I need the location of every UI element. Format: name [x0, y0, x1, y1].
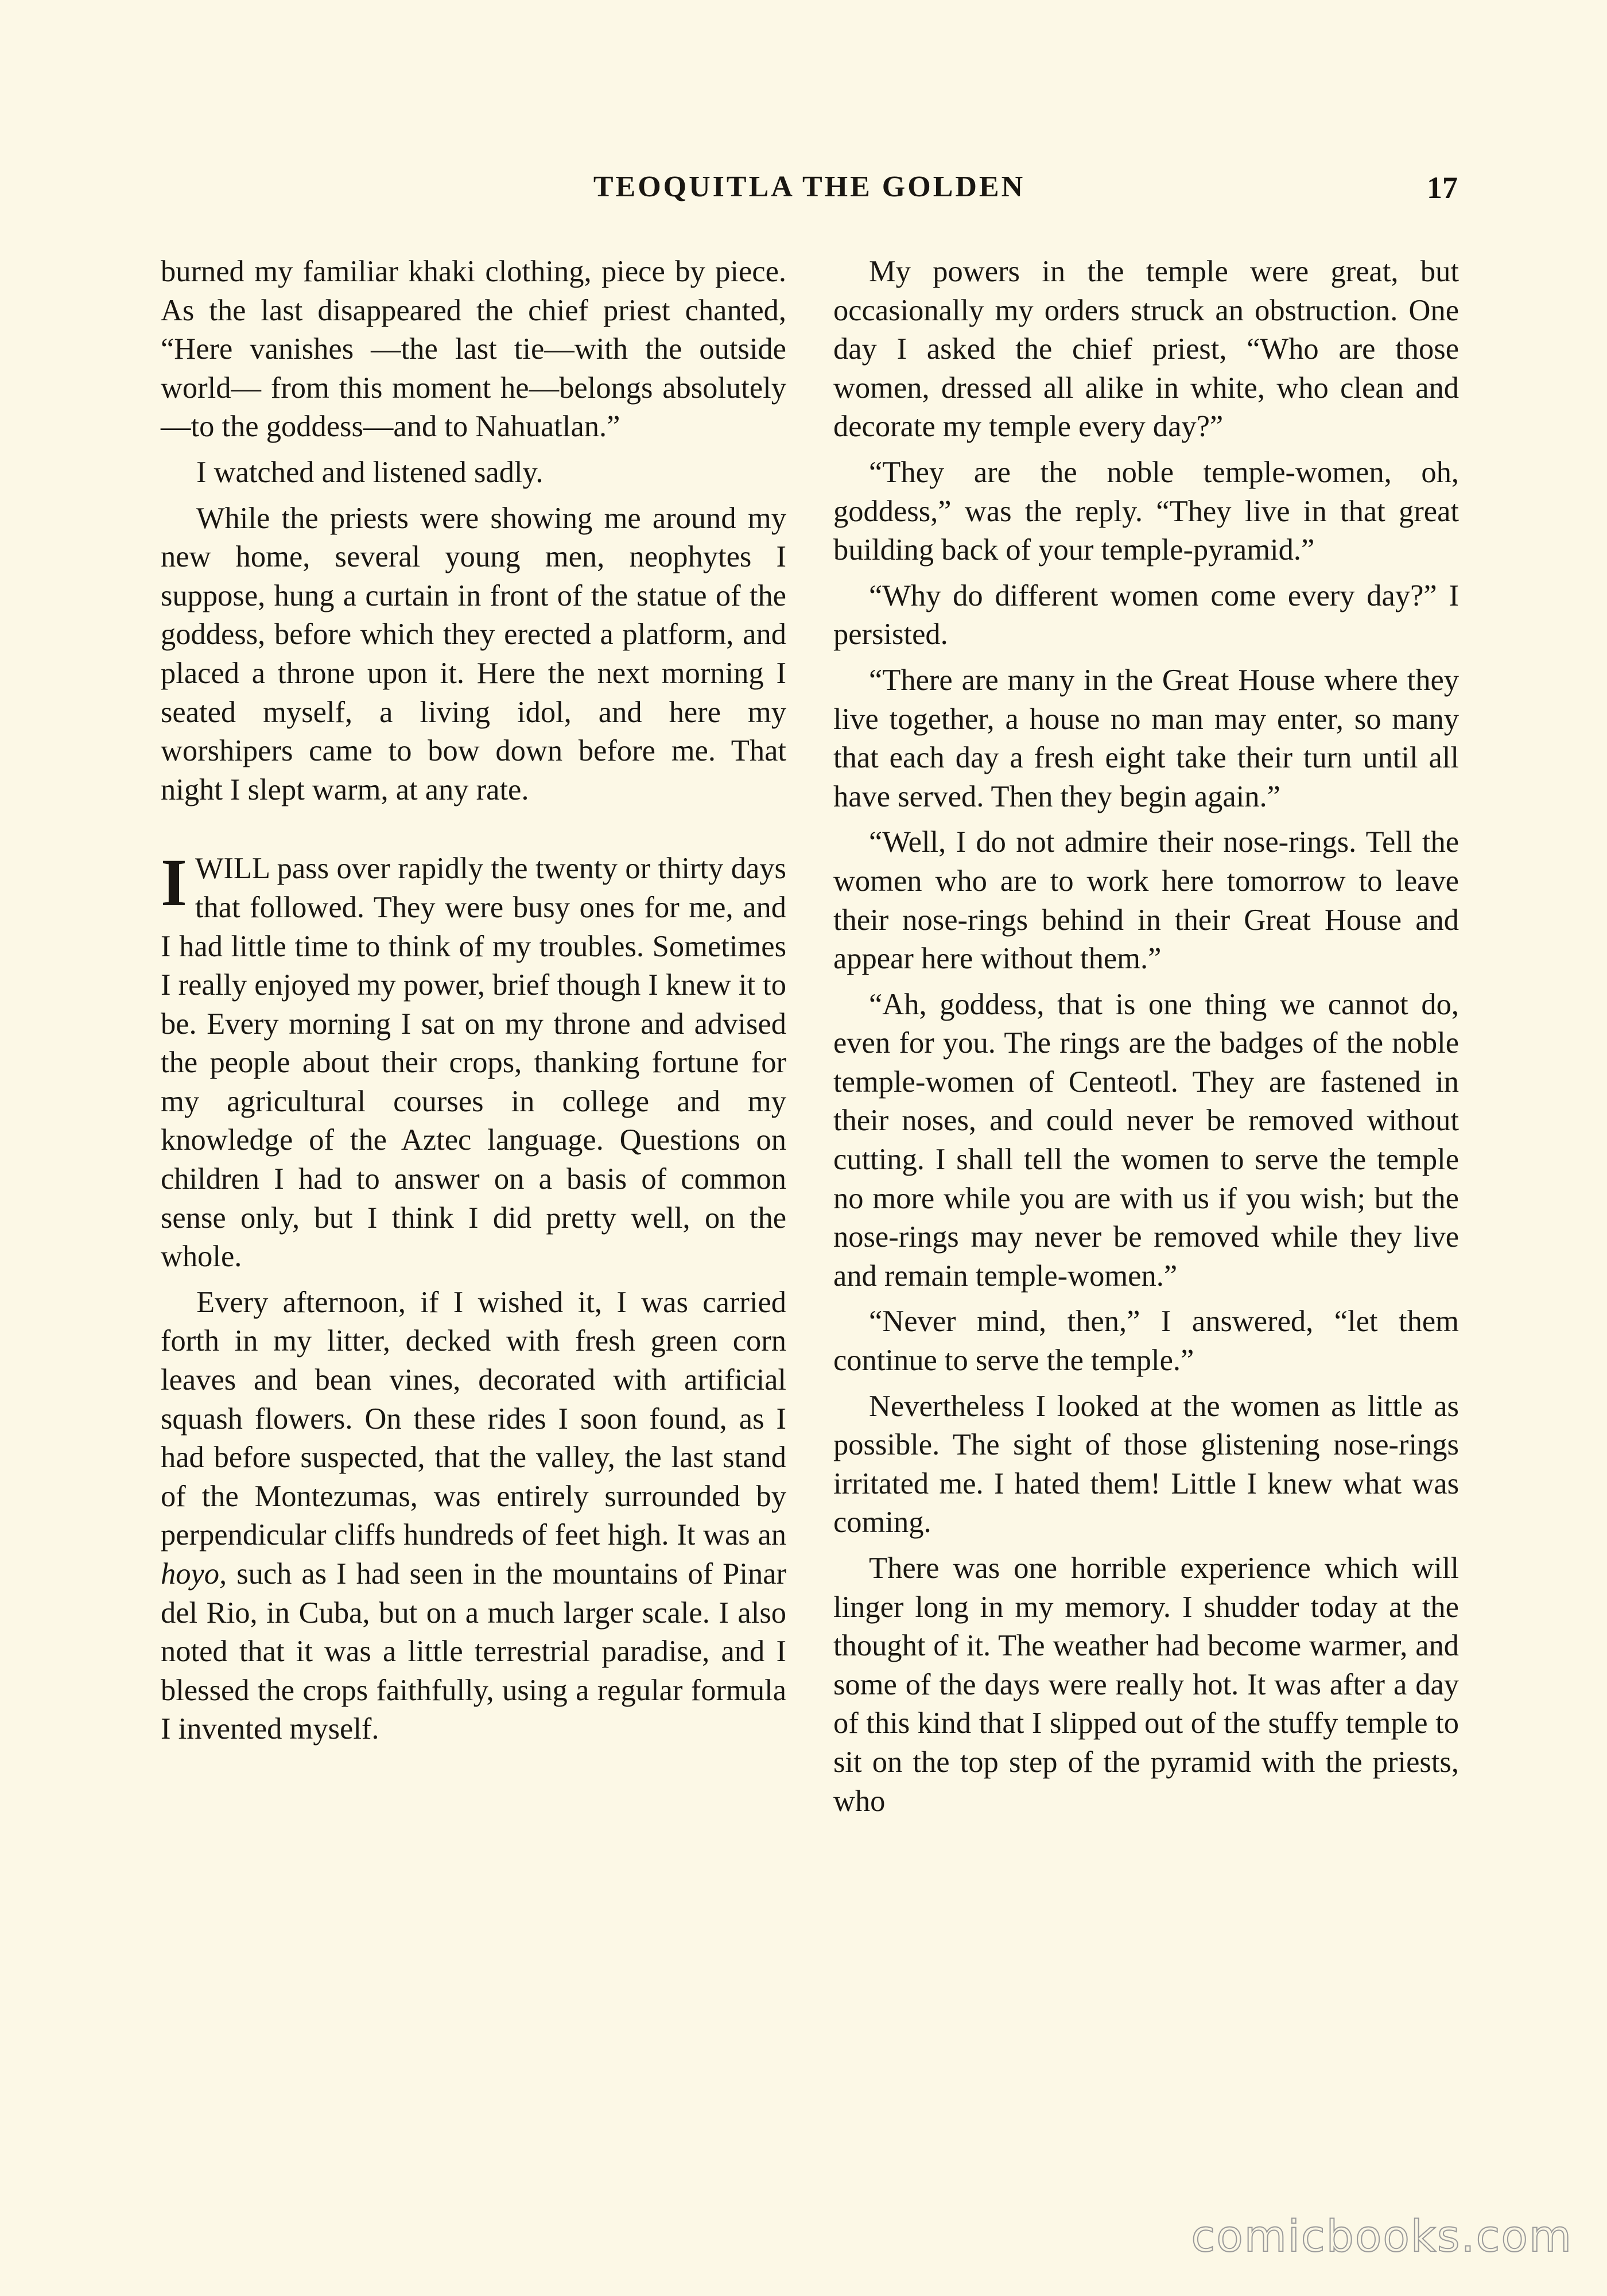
paragraph-text: Every afternoon, if I wished it, I was carried forth in my litter, decked with fresh green corn leaves and bean vines, decorated with artificial squash flowers. On these rides I soon found, as I had before suspected, that the valley, the last stand of the Montezumas, was entirely surrounded by perpendicular cliffs hundreds of feet high. It was an [161, 1285, 786, 1552]
paragraph: I watched and listened sadly. [196, 455, 544, 489]
paragraph: “Well, I do not admire their nose-rings. Tell the women who are to work here tomorrow to leave their nose-rings behind in their Great House and appear here without them.” [833, 825, 1459, 976]
emphasis-text: hoyo, [161, 1557, 227, 1591]
paragraph: Nevertheless I looked at the women as little as possible. The sight of those glistening nose-rings irritated me. I hated them! Little I knew what was coming. [833, 1389, 1459, 1539]
paragraph: “Never mind, then,” I answered, “let them continue to serve the temple.” [833, 1305, 1459, 1378]
page-number: 17 [1427, 170, 1458, 205]
paragraph [161, 1283, 786, 1749]
paragraph: “Ah, goddess, that is one thing we cannot do, even for you. The rings are the badges of the noble temple-women of Centeotl. They are fastened in their noses, and could never be removed without cutting. I shall tell the women to serve the temple no more while you are with us if you wish; but the nose-rings may never be removed while they live and remain temple-women.” [833, 987, 1459, 1293]
right-column [833, 253, 1459, 1828]
drop-cap: I [161, 845, 187, 921]
page-header [161, 170, 1458, 216]
paragraph: “Why do different women come every day?” I persisted. [833, 579, 1459, 651]
paragraph-text: WILL pass over rapidly the twenty or thirty days that followed. They were busy ones for me, and I had little time to think of my troubles. Sometimes I really enjoyed my power, brief though I knew it to be. Every morning I sat on my throne and advised the people about their crops, thanking fortune for my agricultural courses in college and my knowledge of the Aztec language. Questions on children I had to answer on a basis of common sense only, but I think I did pretty well, on the whole. [161, 852, 786, 1274]
paragraph: My powers in the temple were great, but occasionally my orders struck an obstruction. One day I asked the chief priest, “Who are those women, dressed all alike in white, who clean and decorate my temple every day?” [833, 255, 1459, 444]
paragraph: burned my familiar khaki clothing, piece by piece. As the last disappeared the chief priest chanted, “Here vanishes —the last tie—with the outside world— from this moment he—belongs absolutely —to the goddess—and to Nahuatlan.” [161, 255, 786, 444]
paragraph-section-start [161, 845, 786, 1277]
paragraph: “There are many in the Great House where they live together, a house no man may enter, so many that each day a fresh eight take their turn until all have served. Then they begin again.” [833, 663, 1459, 813]
paragraph-text: such as I had seen in the mountains of Pinar del Rio, in Cuba, but on a much larger scale. I also noted that it was a little terrestrial paradise, and I blessed the crops faithfully, using a regular formula I invented myself. [161, 1557, 786, 1746]
left-column [161, 253, 786, 1756]
paragraph: “They are the noble temple-women, oh, goddess,” was the reply. “They live in that great building back of your temple-pyramid.” [833, 455, 1459, 567]
running-title: TEOQUITLA THE GOLDEN [593, 170, 1026, 203]
site-watermark: comicbooks.com [1191, 2210, 1573, 2262]
paragraph: While the priests were showing me around my new home, several young men, neophytes I suppose, hung a curtain in front of the statue of the goddess, before which they erected a platform, and placed a throne upon it. Here the next morning I seated myself, a living idol, and here my worshipers came to bow down before me. That night I slept warm, at any rate. [161, 501, 786, 806]
paragraph: There was one horrible experience which will linger long in my memory. I shudder today at the thought of it. The weather had become warmer, and some of the days were really hot. It was after a day of this kind that I slipped out of the stuffy temple to sit on the top step of the pyramid with the priests, who [833, 1552, 1459, 1818]
